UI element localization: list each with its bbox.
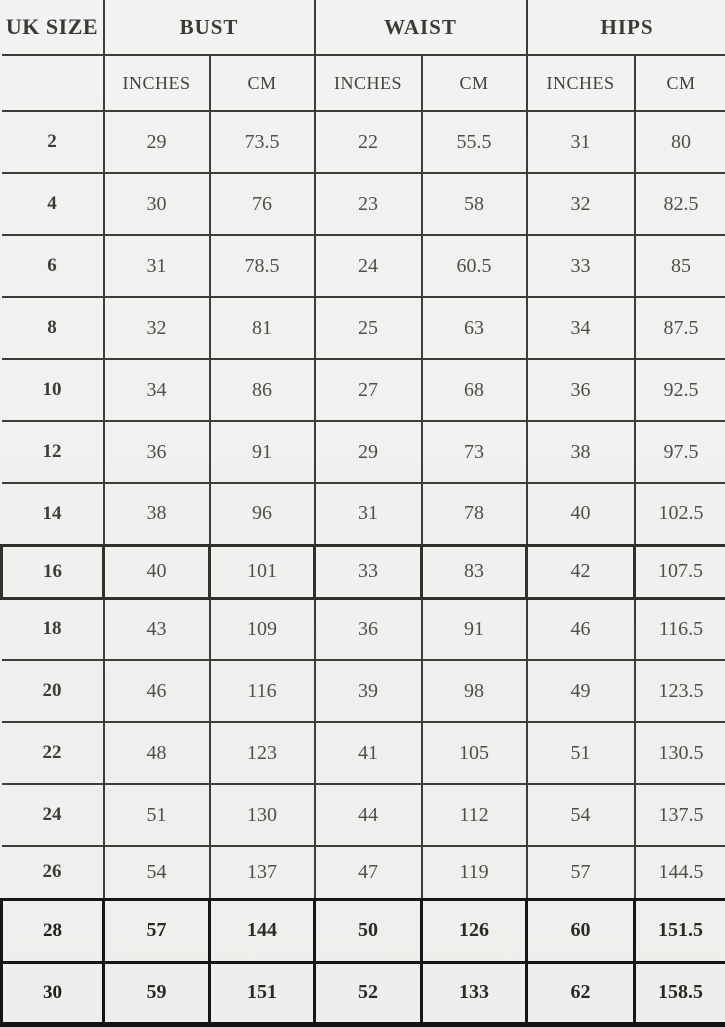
table-row-size-24 (2, 784, 725, 846)
unit-header-waist-cm: CM (422, 55, 527, 111)
group-header-waist: WAIST (315, 0, 527, 55)
size-cell: 20 (2, 660, 104, 722)
group-header-hips: HIPS (527, 0, 725, 55)
value-cell: 130.5 (635, 722, 725, 784)
value-cell: 32 (104, 297, 210, 359)
value-cell: 38 (527, 421, 635, 483)
value-cell: 29 (104, 111, 210, 173)
size-cell: 6 (2, 235, 104, 297)
unit-header-hips-inches: INCHES (527, 55, 635, 111)
value-cell: 36 (315, 598, 422, 660)
value-cell: 80 (635, 111, 725, 173)
value-cell: 54 (527, 784, 635, 846)
table-row-size-28 (2, 899, 725, 962)
table-row-size-10 (2, 359, 725, 421)
value-cell: 25 (315, 297, 422, 359)
size-cell: 26 (2, 846, 104, 899)
table-row-size-26 (2, 846, 725, 899)
value-cell: 63 (422, 297, 527, 359)
unit-header-row (2, 55, 725, 111)
size-cell: 24 (2, 784, 104, 846)
value-cell: 40 (527, 483, 635, 545)
value-cell: 126 (422, 899, 527, 962)
value-cell: 109 (210, 598, 315, 660)
value-cell: 58 (422, 173, 527, 235)
value-cell: 86 (210, 359, 315, 421)
value-cell: 51 (104, 784, 210, 846)
value-cell: 32 (527, 173, 635, 235)
value-cell: 47 (315, 846, 422, 899)
table-row-size-8 (2, 297, 725, 359)
value-cell: 78 (422, 483, 527, 545)
value-cell: 55.5 (422, 111, 527, 173)
size-cell: 2 (2, 111, 104, 173)
value-cell: 50 (315, 899, 422, 962)
value-cell: 81 (210, 297, 315, 359)
table-row-size-30 (2, 962, 725, 1024)
unit-header-bust-cm: CM (210, 55, 315, 111)
value-cell: 40 (104, 545, 210, 598)
value-cell: 119 (422, 846, 527, 899)
unit-header-bust-inches: INCHES (104, 55, 210, 111)
value-cell: 41 (315, 722, 422, 784)
size-cell: 4 (2, 173, 104, 235)
size-cell: 12 (2, 421, 104, 483)
value-cell: 98 (422, 660, 527, 722)
table-row-size-18 (2, 598, 725, 660)
table-row-size-2 (2, 111, 725, 173)
value-cell: 82.5 (635, 173, 725, 235)
value-cell: 33 (527, 235, 635, 297)
size-cell: 18 (2, 598, 104, 660)
value-cell: 112 (422, 784, 527, 846)
unit-header-hips-cm: CM (635, 55, 725, 111)
value-cell: 144.5 (635, 846, 725, 899)
value-cell: 83 (422, 545, 527, 598)
size-cell: 8 (2, 297, 104, 359)
value-cell: 151.5 (635, 899, 725, 962)
value-cell: 123 (210, 722, 315, 784)
value-cell: 102.5 (635, 483, 725, 545)
value-cell: 76 (210, 173, 315, 235)
value-cell: 42 (527, 545, 635, 598)
value-cell: 137 (210, 846, 315, 899)
value-cell: 23 (315, 173, 422, 235)
value-cell: 87.5 (635, 297, 725, 359)
value-cell: 46 (527, 598, 635, 660)
table-row-size-20 (2, 660, 725, 722)
value-cell: 54 (104, 846, 210, 899)
value-cell: 30 (104, 173, 210, 235)
size-cell: 16 (2, 545, 104, 598)
group-header-bust: BUST (104, 0, 315, 55)
value-cell: 116.5 (635, 598, 725, 660)
value-cell: 24 (315, 235, 422, 297)
value-cell: 36 (527, 359, 635, 421)
value-cell: 68 (422, 359, 527, 421)
value-cell: 34 (527, 297, 635, 359)
value-cell: 60.5 (422, 235, 527, 297)
value-cell: 78.5 (210, 235, 315, 297)
table-row-size-4 (2, 173, 725, 235)
size-cell: 22 (2, 722, 104, 784)
value-cell: 59 (104, 962, 210, 1024)
value-cell: 38 (104, 483, 210, 545)
value-cell: 27 (315, 359, 422, 421)
value-cell: 31 (315, 483, 422, 545)
value-cell: 22 (315, 111, 422, 173)
value-cell: 48 (104, 722, 210, 784)
value-cell: 101 (210, 545, 315, 598)
value-cell: 116 (210, 660, 315, 722)
value-cell: 158.5 (635, 962, 725, 1024)
value-cell: 62 (527, 962, 635, 1024)
corner-header-empty (2, 55, 104, 111)
value-cell: 73 (422, 421, 527, 483)
value-cell: 60 (527, 899, 635, 962)
value-cell: 73.5 (210, 111, 315, 173)
value-cell: 97.5 (635, 421, 725, 483)
value-cell: 133 (422, 962, 527, 1024)
table-row-size-22 (2, 722, 725, 784)
value-cell: 96 (210, 483, 315, 545)
value-cell: 85 (635, 235, 725, 297)
value-cell: 105 (422, 722, 527, 784)
value-cell: 57 (104, 899, 210, 962)
value-cell: 29 (315, 421, 422, 483)
value-cell: 43 (104, 598, 210, 660)
value-cell: 39 (315, 660, 422, 722)
size-cell: 10 (2, 359, 104, 421)
value-cell: 33 (315, 545, 422, 598)
value-cell: 52 (315, 962, 422, 1024)
value-cell: 151 (210, 962, 315, 1024)
table-row-size-12 (2, 421, 725, 483)
size-cell: 30 (2, 962, 104, 1024)
value-cell: 91 (422, 598, 527, 660)
value-cell: 31 (104, 235, 210, 297)
group-header-row (2, 0, 725, 55)
value-cell: 57 (527, 846, 635, 899)
value-cell: 144 (210, 899, 315, 962)
value-cell: 49 (527, 660, 635, 722)
value-cell: 123.5 (635, 660, 725, 722)
value-cell: 137.5 (635, 784, 725, 846)
value-cell: 92.5 (635, 359, 725, 421)
table-row-size-16 (2, 545, 725, 598)
value-cell: 51 (527, 722, 635, 784)
value-cell: 34 (104, 359, 210, 421)
value-cell: 44 (315, 784, 422, 846)
value-cell: 31 (527, 111, 635, 173)
size-cell: 14 (2, 483, 104, 545)
value-cell: 130 (210, 784, 315, 846)
value-cell: 46 (104, 660, 210, 722)
value-cell: 36 (104, 421, 210, 483)
table-row-size-14 (2, 483, 725, 545)
corner-header-uk-size: UK SIZE (2, 0, 104, 55)
table-row-size-6 (2, 235, 725, 297)
value-cell: 107.5 (635, 545, 725, 598)
value-cell: 91 (210, 421, 315, 483)
size-cell: 28 (2, 899, 104, 962)
unit-header-waist-inches: INCHES (315, 55, 422, 111)
